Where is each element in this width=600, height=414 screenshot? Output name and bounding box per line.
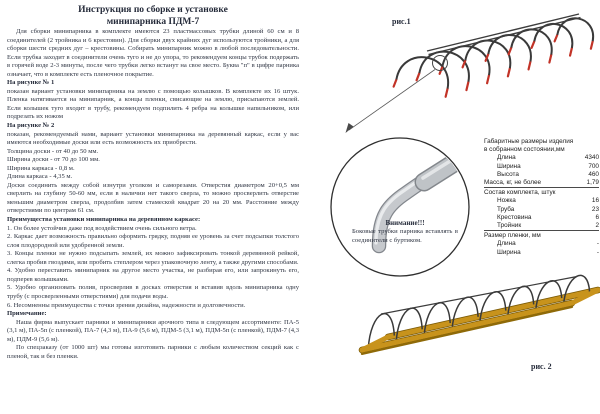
spec-label: Труба <box>497 205 515 213</box>
advantage-item: 5. Удобно организовать полив, просверлив в досках отверстия и вставив вдоль минипарника одну трубу (с просверленными отверстиями) для подачи воды. <box>7 284 299 300</box>
spec-label: Длина <box>497 240 516 248</box>
spec-value: - <box>596 248 599 256</box>
attention-text: Боковые трубки парника вставлять в соединители с буртиком. <box>352 228 458 244</box>
spec-label: Высота <box>497 170 519 178</box>
spec-row <box>484 222 599 231</box>
advantage-item: 4. Удобно переставить минипарник на другое место участка, не разбирая его, или запрокинуть его, подперев колышками. <box>7 267 299 283</box>
figure1-arches-diagram <box>393 14 596 97</box>
spec-value: 700 <box>588 162 599 170</box>
spec-value: 1,79 <box>586 179 599 187</box>
spec-label: Тройник <box>497 222 522 230</box>
dim-line: Ширина доски - от 70 до 100 мм. <box>7 156 100 164</box>
spec-row <box>484 240 599 248</box>
spec-label: Ширина <box>497 162 521 170</box>
spec-size-heading-2: в собранном состоянии,мм <box>484 146 565 154</box>
attention-title: Внимание!!! <box>385 219 425 227</box>
spec-value: 2 <box>595 222 599 230</box>
note-paragraph-1: Наша фирма выпускает парники и минипарники арочного типа в следующем ассортименте: ПА-5 (3,1 м), ПА-5п (с пленкой), ПА-7 (4,3 м), ПА-9 (5,6 м), ПДМ-5 (3,1 м), ПДМ-5п (с пленкой), ПДМ-7 (4,3 м), ПДМ-9 (5,6 м). <box>7 318 299 343</box>
spec-value: - <box>596 240 599 248</box>
spec-label: Длина <box>497 154 516 162</box>
body-text <box>7 28 299 361</box>
spec-value: 4340 <box>584 154 599 162</box>
figure1-label: рис.1 <box>392 17 411 26</box>
attention-callout <box>352 219 458 245</box>
spec-row <box>484 249 599 257</box>
advantage-item: 2. Каркас дает возможность правильно оформить грядку, подняв ее уровень за счет подсыпки толстого слоя плодородной или удобренной земли. <box>7 233 299 249</box>
spec-label: Масса, кг, не более <box>484 179 542 187</box>
advantage-item: 3. Концы пленки не нужно подсыпать землей, их можно зафиксировать тонкой деревянной рейкой, слегка пробив гвоздями, или пробить степлером через упаковочную ленту, а также другими способами. <box>7 250 299 266</box>
dim-line: Толщина доски - от 40 до 50 мм. <box>7 147 99 155</box>
dim-line: Ширина каркаса - 0,8 м. <box>7 164 75 172</box>
spec-row <box>484 171 599 179</box>
spec-label: Ширина <box>497 248 521 256</box>
figure1-heading: На рисунке № 1 <box>7 79 55 87</box>
leader-line <box>349 70 435 131</box>
spec-value: 460 <box>588 170 599 178</box>
spec-label: Крестовина <box>497 213 532 221</box>
spec-row <box>484 214 599 222</box>
spec-value: 16 <box>591 197 599 205</box>
advantage-item: 1. Он более устойчив даже под воздействием очень сильного ветра. <box>7 224 197 232</box>
spec-value: 6 <box>595 213 599 221</box>
spec-row <box>484 197 599 205</box>
spec-mass-row <box>484 179 599 188</box>
spec-row <box>484 163 599 171</box>
spec-film-heading: Размер пленки, мм <box>484 232 541 240</box>
spec-value: 23 <box>591 205 599 213</box>
intro-paragraph: Для сборки минипарника в комплекте имеются 23 пластмассовых трубки длиной 60 см и 8 соединителей (2 тройника и 6 крестовин). Для сборки двух крайних дуг используются тройники, а для сборки шести средних дуг – крестовины. Собирать минипарник можно в любой последовательности. Если трубка заходит в соединители очень туго и не до упора, то рекомендуем концы трубок подержать в горячей воде 2-3 минуты, после чего трубки легко встанут на свое место. Буква "п" в цифре парника означает, что в комплекте есть пленочное покрытие. <box>7 28 299 78</box>
connector-detail-view <box>331 138 469 276</box>
figure2-paragraph: показан, рекомендуемый нами, вариант установки минипарника на деревянный каркас, если у вас имеются необходимые доски или есть возможность их приобрести. <box>7 130 299 147</box>
dim-line: Длина каркаса - 4,35 м. <box>7 173 73 181</box>
note-paragraph-2: По спецзаказу (от 1000 шт) мы готовы изготовить парники с любым количеством секций как с пленой, так и без пленки. <box>7 344 299 360</box>
figure2-label: рис. 2 <box>531 362 552 371</box>
advantages-heading: Преимущества установки минипарника на деревянном каркасе: <box>7 216 201 224</box>
figure2-frame-diagram <box>362 275 598 353</box>
figure2-heading: На рисунке № 2 <box>7 122 55 130</box>
page-title <box>7 5 299 28</box>
figure2-arches <box>368 275 589 348</box>
spec-panel <box>484 138 599 257</box>
title-line-2: минипарника ПДМ-7 <box>106 16 200 27</box>
title-line-1: Инструкция по сборке и установке <box>78 5 228 15</box>
spec-kit-heading: Состав комплекта, штук <box>484 189 556 197</box>
spec-row <box>484 154 599 162</box>
text-column <box>7 5 299 361</box>
advantage-item: 6. Несомненны преимущества с точки зрения дизайна, надежности и долговечности. <box>7 301 246 309</box>
spec-row <box>484 206 599 214</box>
note-heading: Примечание: <box>7 310 47 318</box>
boards-paragraph: Доски соединить между собой изнутри уголком и саморезами. Отверстия диаметром 20+0,5 мм сверлить на глубину 50-60 мм, если в наличии нет такого сверла, то можно просверлить отверстие меньшим диаметром сверла, продолбив затем стамеской квадрат 20 на 20 мм. Расстояние между отверстиями по центрам 61 см. <box>7 181 299 215</box>
spec-label: Ножка <box>497 197 516 205</box>
spec-size-heading-1: Габаритные размеры изделия <box>484 138 574 145</box>
figure1-paragraph: показан вариант установки минипарника на землю с помощью колышков. В комплекте их 16 штук. Пленка натягивается на минипарник, а концы пленки, свисающие на землю, присыпаются землей. Если колышек туго входит в трубу, рекомендуем подпилить 4 ребра на колышке напильником, или подрезать их ножом <box>7 87 299 121</box>
